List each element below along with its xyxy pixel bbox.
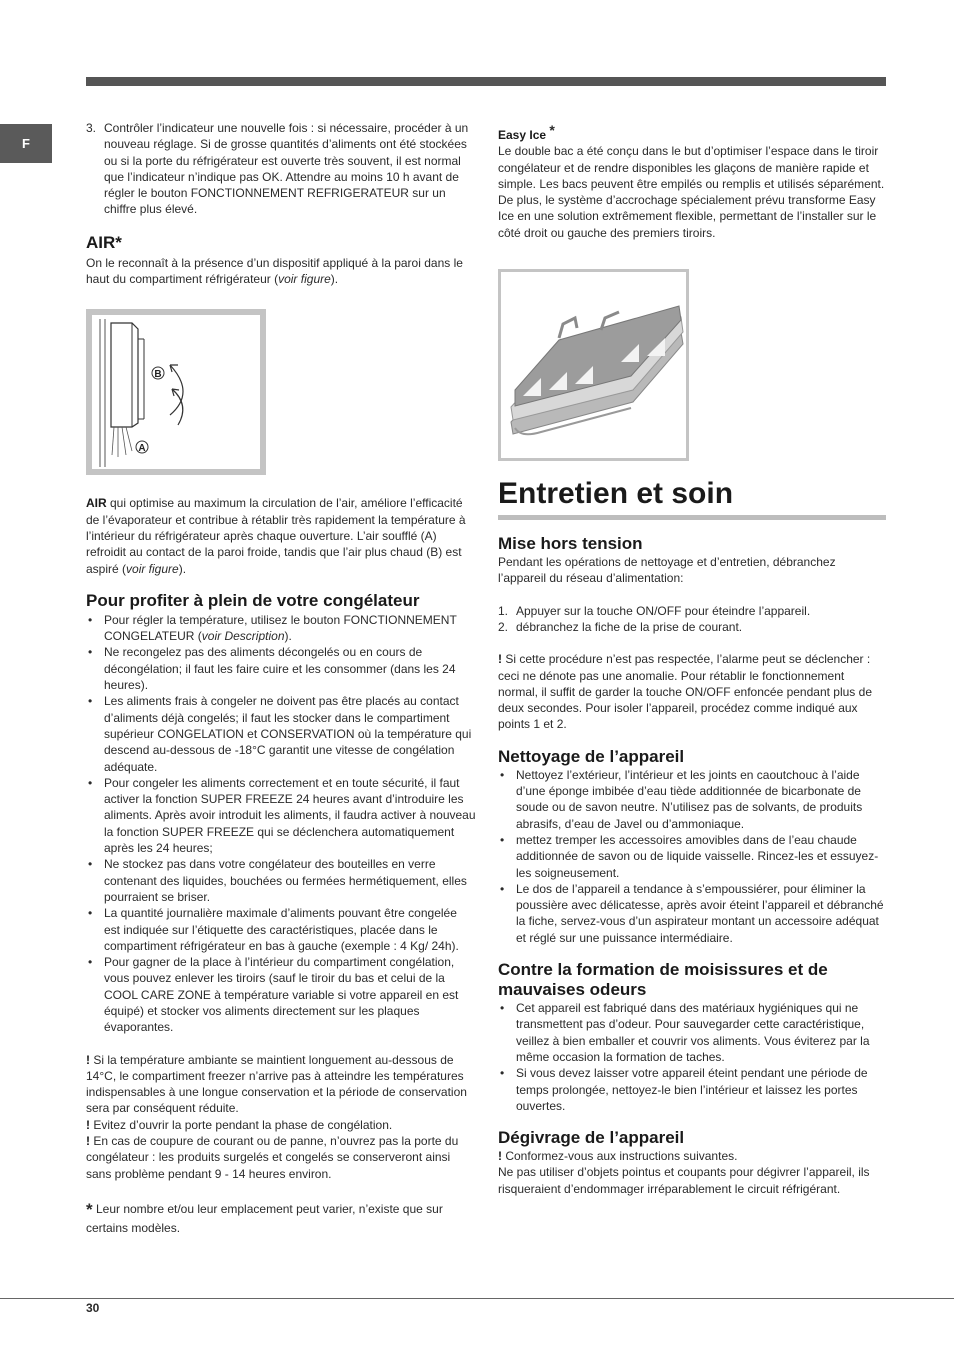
footnote: * Leur nombre et/ou leur emplacement peut varier, n’existe que sur certains modèles. xyxy=(86,1199,443,1235)
list-item: • Ne recongelez pas des aliments décongelés ou en cours de décongélation; il faut les faire cuire et les consommer (dans les 24 heures). xyxy=(86,644,476,693)
moisissures-heading: Contre la formation de moisissures et de mauvaises odeurs xyxy=(498,960,828,1000)
list-item: • Le dos de l’appareil a tendance à s’empoussiérer, pour éliminer la poussière avec délicatesse, après avoir éteint l’appareil et débranché la fiche, servez-vous d’un aspirateur montant un accessoire adéquat et réglé sur une puissance intermédiaire. xyxy=(498,881,886,946)
footer-divider xyxy=(0,1298,954,1299)
step-number: 3. xyxy=(86,121,97,135)
page-title: Entretien et soin xyxy=(498,477,734,511)
left-column xyxy=(86,120,476,1237)
list-item: • La quantité journalière maximale d’aliments pouvant être congelée est indiquée sur l’étiquette des caractéristiques, placée dans le compartiment réfrigérateur en bas à gauche (exemple : 4 Kg/ 24h). xyxy=(86,905,476,954)
step-2: 2. débranchez la fiche de la prise de courant. xyxy=(498,619,743,634)
list-item: • Ne stockez pas dans votre congélateur des bouteilles en verre contenant des liquides, bouchées ou fermées hermétiquement, elles pourraient se briser. xyxy=(86,856,476,905)
easy-ice-heading: Easy Ice * xyxy=(498,122,555,142)
air-heading: AIR* xyxy=(86,232,122,252)
easy-ice-paragraph-1: Le double bac a été conçu dans le but d’optimiser l’espace dans le tiroir congélateur et de rendre disponibles les glaçons de manière rapide et simple. Les bacs peuvent être empilés ou remplis et utilisés séparément. xyxy=(498,144,885,191)
list-item: • Cet appareil est fabriqué dans des matériaux hygiéniques qui ne transmettent pas d’odeur. Pour sauvegarder cette caractéristique, veillez à bien emballer et couvrir vos aliments. Vous éviterez par la même occasion la formation de taches. xyxy=(498,1000,886,1065)
mise-intro: Pendant les opérations de nettoyage et d’entretien, débranchez l’appareil du réseau d’alimentation: xyxy=(498,555,836,586)
warning-3: ! En cas de coupure de courant ou de panne, n’ouvrez pas la porte du congélateur : les produits surgelés et congelés se conserveront ainsi sans problème pendant 9 - 14 heures environ. xyxy=(86,1134,459,1181)
degivrage-warning: Ne pas utiliser d’objets pointus et coupants pour dégivrer l’appareil, ils risqueraient d’endommager irréparablement le circuit réfrigérant. xyxy=(498,1165,870,1196)
mise-warning: ! Si cette procédure n’est pas respectée, l’alarme peut se déclencher : ceci ne dénote pas une anomalie. Pour rétablir le fonctionnement normal, il suffit de garder la touche ON/OFF enfoncée pendant plus de deux secondes. Pour isoler l’appareil, procédez comme indiqué aux points 1 et 2. xyxy=(498,652,872,732)
list-item: • Les aliments frais à congeler ne doivent pas être placés au contact d’aliments déjà congelés; il faut les stocker dans le compartiment supérieur CONGELATION et CONSERVATION où la température qui descend au-dessous de -18°C garantit une vitesse de congélation adéquate. xyxy=(86,693,476,774)
title-divider xyxy=(498,515,886,520)
list-item: • Si vous devez laisser votre appareil éteint pendant une période de temps prolongée, nettoyez-le bien l’intérieur et laissez les portes ouvertes. xyxy=(498,1065,886,1114)
right-column xyxy=(498,120,886,1197)
language-tab xyxy=(0,124,52,163)
step-3 xyxy=(86,120,476,218)
list-item: • Nettoyez l’extérieur, l’intérieur et les joints en caoutchouc à l’aide d’une éponge imbibée d’eau tiède additionnée de bicarbonate de soude ou de savon neutre. N’utilisez pas de solvants, de produits abrasifs, d’eau de Javel ou d’ammoniaque. xyxy=(498,767,886,832)
page-number: 30 xyxy=(86,1301,100,1315)
air-figure xyxy=(86,309,266,475)
nettoyage-list xyxy=(498,767,886,946)
warning-1: ! Si la température ambiante se maintient longuement au-dessous de 14°C, le compartiment freezer n’arrive pas à atteindre les températures indispensables à une longue conservation et la période de conservation sera par conséquent réduite. xyxy=(86,1052,467,1116)
easy-ice-figure xyxy=(498,269,689,461)
list-item: • Pour régler la température, utilisez le bouton FONCTIONNEMENT CONGELATEUR (voir Description). xyxy=(86,612,476,645)
freezer-heading: Pour profiter à plein de votre congélateur xyxy=(86,590,420,610)
step-text: Contrôler l’indicateur une nouvelle fois : si nécessaire, procéder à un nouveau réglage. Si de grosse quantités d’aliments ont été stockées ou si la porte du réfrigérateur est ouverte très souvent, il est normal que l’indicateur n’indique pas OK. Attendre au moins 10 h avant de régler le bouton FONCTIONNEMENT REFRIGERATEUR sur un chiffre plus élevé. xyxy=(104,121,469,217)
mise-hors-tension-heading: Mise hors tension xyxy=(498,534,643,554)
mise-steps xyxy=(498,603,886,636)
easy-ice-paragraph-2: De plus, le système d’accrochage spécialement prévu transforme Easy Ice en une solution extrêmement flexible, permettant de l’installer sur le côté droit ou gauche des premiers tiroirs. xyxy=(498,193,877,240)
language-code: F xyxy=(22,136,30,151)
list-item: • Pour congeler les aliments correctement et en toute sécurité, il faut activer la fonction SUPER FREEZE 24 heures avant d’introduire les aliments. Après avoir introduit les aliments, il faudra activer à nouveau la fonction SUPER FREEZE qui se déclenchera automatiquement après les 24 heures; xyxy=(86,775,476,856)
moisissures-list xyxy=(498,1000,886,1114)
air-description: AIR qui optimise au maximum la circulation de l’air, améliore l’efficacité de l’évaporateur et contribue à rétablir très rapidement la température à l’intérieur du réfrigérateur après chaque ouverture. L’air soufflé (A) refroidit au contact de la paroi froide, tandis que l’air plus chaud (B) est aspiré (voir figure). xyxy=(86,496,466,576)
air-device-illustration xyxy=(92,315,260,469)
header-bar xyxy=(86,77,886,86)
list-item: • mettez tremper les accessoires amovibles dans de l’eau chaude additionnée de savon ou de liquide vaisselle. Rincez-les et essuyez-les soigneusement. xyxy=(498,832,886,881)
step-list-continued xyxy=(86,120,476,218)
label-a: A xyxy=(138,443,146,455)
degivrage-instruction: ! Conformez-vous aux instructions suivantes. xyxy=(498,1149,738,1164)
list-item: • Pour gagner de la place à l’intérieur du compartiment congélation, vous pouvez enlever les tiroirs (sauf le tiroir du bas et celui de la COOL CARE ZONE à température variable si votre appareil en est équipé) et stocker vos aliments directement sur les plaques évaporantes. xyxy=(86,954,476,1035)
degivrage-heading: Dégivrage de l’appareil xyxy=(498,1128,685,1148)
step-1: 1. Appuyer sur la touche ON/OFF pour éteindre l’appareil. xyxy=(498,603,811,618)
label-b: B xyxy=(154,369,162,381)
warning-2: ! Evitez d’ouvrir la porte pendant la phase de congélation. xyxy=(86,1117,393,1132)
freezer-tips-list xyxy=(86,612,476,1036)
nettoyage-heading: Nettoyage de l’appareil xyxy=(498,746,685,766)
ice-tray-illustration xyxy=(501,272,686,458)
freezer-warnings xyxy=(86,1052,476,1182)
air-intro: On le reconnaît à la présence d’un dispositif appliqué à la paroi dans le haut du compartiment réfrigérateur (voir figure). xyxy=(86,255,463,287)
